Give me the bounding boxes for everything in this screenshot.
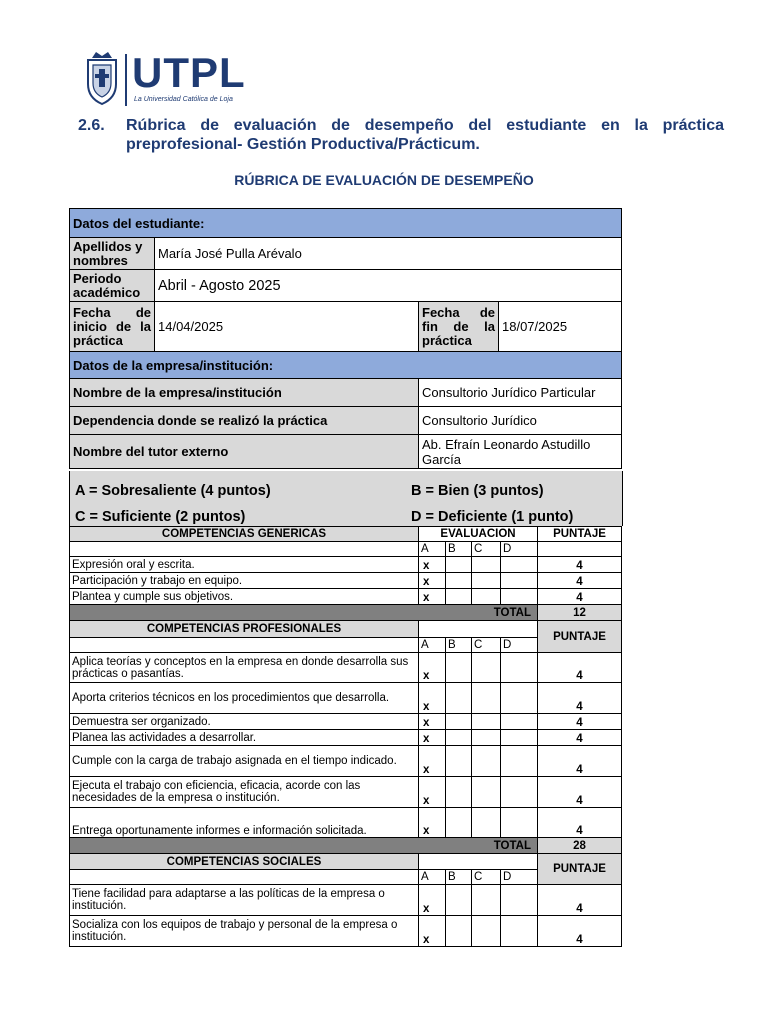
table-row xyxy=(70,653,622,683)
table-row xyxy=(70,714,622,730)
section-title-line2: preprofesional- Gestión Productiva/Prácticum. xyxy=(126,136,480,153)
company-name-value: Consultorio Jurídico Particular xyxy=(419,379,622,407)
scale-c: C = Suficiente (2 puntos) xyxy=(75,509,246,525)
criterion-text: Participación y trabajo en equipo. xyxy=(70,573,419,589)
table-row xyxy=(70,573,622,589)
table-row xyxy=(70,746,622,777)
mark-a: x xyxy=(419,653,446,683)
mark-a: x xyxy=(419,730,446,746)
dependency-value: Consultorio Jurídico xyxy=(419,407,622,435)
generic-blank xyxy=(70,542,419,557)
total-label: TOTAL xyxy=(70,838,538,854)
start-date-value: 14/04/2025 xyxy=(155,302,419,352)
generic-total: 12 xyxy=(538,605,622,621)
name-label: Apellidos y nombres xyxy=(70,238,155,270)
score-value: 4 xyxy=(538,557,622,573)
period-value: Abril - Agosto 2025 xyxy=(155,270,622,302)
criterion-text: Plantea y cumple sus objetivos. xyxy=(70,589,419,605)
period-label: Periodo académico xyxy=(70,270,155,302)
grade-c-header: C xyxy=(472,638,501,653)
mark-a: x xyxy=(419,746,446,777)
social-title: COMPETENCIAS SOCIALES xyxy=(70,854,419,870)
company-name-label: Nombre de la empresa/institución xyxy=(70,379,419,407)
professional-total: 28 xyxy=(538,838,622,854)
table-row xyxy=(70,730,622,746)
logo-wordmark: UTPL xyxy=(132,49,246,96)
criterion-text: Demuestra ser organizado. xyxy=(70,714,419,730)
dependency-label: Dependencia donde se realizó la práctica xyxy=(70,407,419,435)
mark-a: x xyxy=(419,808,446,838)
tutor-value: Ab. Efraín Leonardo Astudillo García xyxy=(419,435,622,469)
section-title xyxy=(78,116,724,154)
score-value: 4 xyxy=(538,714,622,730)
mark-a: x xyxy=(419,885,446,916)
table-row xyxy=(70,683,622,714)
student-section-label: Datos del estudiante: xyxy=(70,209,622,238)
criterion-text: Socializa con los equipos de trabajo y personal de la empresa o institución. xyxy=(70,916,419,947)
end-date-value: 18/07/2025 xyxy=(499,302,622,352)
criterion-text: Planea las actividades a desarrollar. xyxy=(70,730,419,746)
section-title-line1: Rúbrica de evaluación de desempeño del estudiante en la práctica xyxy=(126,117,724,134)
table-row xyxy=(70,589,622,605)
score-value: 4 xyxy=(538,653,622,683)
table-row xyxy=(70,885,622,916)
university-crest-icon xyxy=(84,50,120,108)
grade-c-header: C xyxy=(472,870,501,885)
grade-b-header: B xyxy=(446,638,472,653)
criterion-text: Ejecuta el trabajo con eficiencia, eficacia, acorde con las necesidades de la empresa o institución. xyxy=(70,777,419,808)
scale-d: D = Deficiente (1 punto) xyxy=(411,509,574,525)
name-value: María José Pulla Arévalo xyxy=(155,238,622,270)
scale-a: A = Sobresaliente (4 puntos) xyxy=(75,483,271,499)
table-row xyxy=(70,808,622,838)
professional-title: COMPETENCIAS PROFESIONALES xyxy=(70,621,419,638)
score-value: 4 xyxy=(538,589,622,605)
score-value: 4 xyxy=(538,730,622,746)
grade-b-header: B xyxy=(446,870,472,885)
grade-a-header: A xyxy=(419,870,446,885)
score-header: PUNTAJE xyxy=(538,621,622,653)
score-value: 4 xyxy=(538,573,622,589)
mark-a: x xyxy=(419,589,446,605)
grade-d-header: D xyxy=(501,542,538,557)
mark-a: x xyxy=(419,714,446,730)
criterion-text: Entrega oportunamente informes e información solicitada. xyxy=(70,808,419,838)
criterion-text: Aporta criterios técnicos en los procedimientos que desarrolla. xyxy=(70,683,419,714)
grade-c-header: C xyxy=(472,542,501,557)
end-date-label: Fecha de fin de la práctica xyxy=(419,302,499,352)
mark-a: x xyxy=(419,557,446,573)
table-row xyxy=(70,916,622,947)
grading-scale xyxy=(69,471,623,526)
criterion-text: Expresión oral y escrita. xyxy=(70,557,419,573)
utpl-logo xyxy=(84,50,244,110)
grade-b-header: B xyxy=(446,542,472,557)
score-blank xyxy=(538,542,622,557)
logo-subtitle: La Universidad Católica de Loja xyxy=(134,96,233,103)
grade-a-header: A xyxy=(419,542,446,557)
mark-a: x xyxy=(419,777,446,808)
score-value: 4 xyxy=(538,916,622,947)
table-row xyxy=(70,777,622,808)
grade-a-header: A xyxy=(419,638,446,653)
mark-a: x xyxy=(419,683,446,714)
score-value: 4 xyxy=(538,683,622,714)
section-number: 2.6. xyxy=(78,117,105,134)
generic-title: COMPETENCIAS GENERICAS xyxy=(70,527,419,542)
evaluation-header: EVALUACION xyxy=(419,527,538,542)
scale-b: B = Bien (3 puntos) xyxy=(411,483,544,499)
score-header: PUNTAJE xyxy=(538,527,622,542)
score-header: PUNTAJE xyxy=(538,854,622,885)
criterion-text: Tiene facilidad para adaptarse a las políticas de la empresa o institución. xyxy=(70,885,419,916)
company-section-label: Datos de la empresa/institución: xyxy=(70,352,622,379)
criterion-text: Cumple con la carga de trabajo asignada en el tiempo indicado. xyxy=(70,746,419,777)
start-date-label: Fecha de inicio de la práctica xyxy=(70,302,155,352)
table-row xyxy=(70,557,622,573)
mark-a: x xyxy=(419,573,446,589)
score-value: 4 xyxy=(538,808,622,838)
grade-d-header: D xyxy=(501,638,538,653)
logo-divider xyxy=(125,54,127,106)
student-info-table xyxy=(69,208,622,469)
criterion-text: Aplica teorías y conceptos en la empresa en donde desarrolla sus prácticas o pasantías. xyxy=(70,653,419,683)
score-value: 4 xyxy=(538,885,622,916)
mark-a: x xyxy=(419,916,446,947)
tutor-label: Nombre del tutor externo xyxy=(70,435,419,469)
grade-d-header: D xyxy=(501,870,538,885)
score-value: 4 xyxy=(538,746,622,777)
rubric-heading: RÚBRICA DE EVALUACIÓN DE DESEMPEÑO xyxy=(234,172,534,188)
total-label: TOTAL xyxy=(70,605,538,621)
score-value: 4 xyxy=(538,777,622,808)
competencies-table xyxy=(69,526,622,947)
